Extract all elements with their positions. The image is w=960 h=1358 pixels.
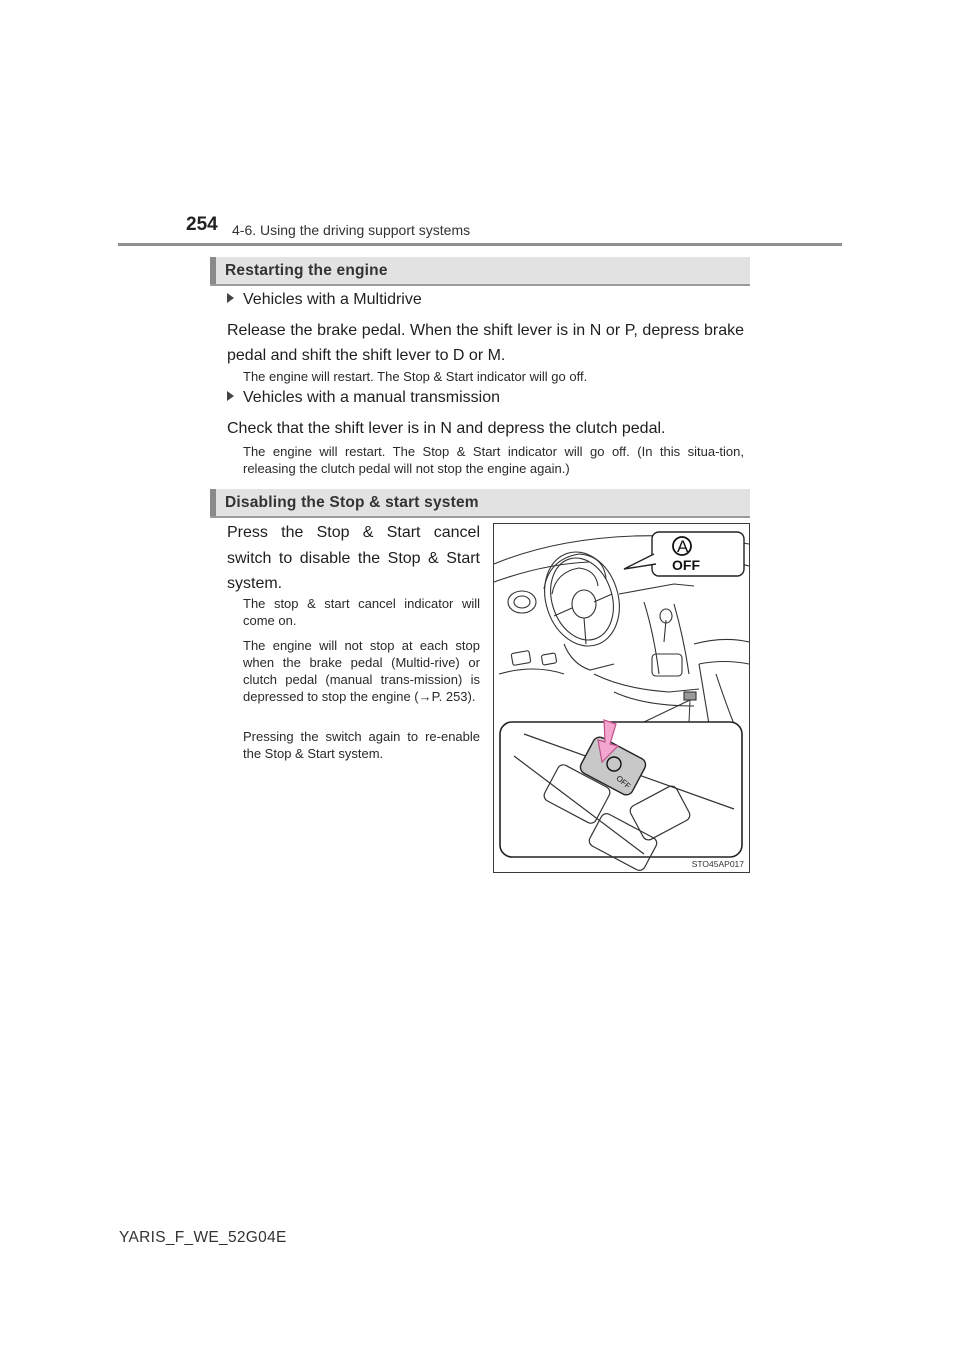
note-indicator: The stop & start cancel indicator will come on. bbox=[243, 596, 480, 628]
section-heading-text: Disabling the Stop & start system bbox=[225, 494, 479, 511]
triangle-bullet-icon bbox=[227, 391, 234, 401]
note-multidrive: The engine will restart. The Stop & Start indicator will go off. bbox=[243, 369, 588, 384]
callout-off-text: OFF bbox=[672, 557, 700, 573]
subhead-manual-label: Vehicles with a manual transmission bbox=[243, 389, 501, 406]
footer-doc-code: YARIS_F_WE_52G04E bbox=[119, 1229, 287, 1246]
triangle-bullet-icon bbox=[227, 293, 234, 303]
section-heading-restarting bbox=[210, 257, 750, 286]
figure-code: STO45AP017 bbox=[691, 859, 744, 869]
callout-letter: A bbox=[677, 537, 689, 556]
subhead-manual bbox=[227, 389, 500, 407]
section-heading-text: Restarting the engine bbox=[225, 262, 388, 279]
off-indicator-callout bbox=[624, 532, 744, 576]
dashboard-illustration bbox=[493, 523, 750, 873]
section-accent bbox=[210, 489, 216, 516]
note-manual: The engine will restart. The Stop & Start indicator will go off. (In this situa-tion, releasing the clutch pedal will not stop the engine again.) bbox=[243, 444, 744, 476]
section-accent bbox=[210, 257, 216, 284]
subhead-multidrive-label: Vehicles with a Multidrive bbox=[243, 291, 422, 308]
section-heading-disabling bbox=[210, 489, 750, 518]
page-number: 254 bbox=[186, 214, 218, 235]
dashboard-drawing bbox=[494, 524, 749, 872]
instruction-multidrive: Release the brake pedal. When the shift lever is in N or P, depress brake pedal and shift the shift lever to D or M. bbox=[227, 322, 744, 364]
header-rule bbox=[118, 243, 842, 246]
subhead-multidrive bbox=[227, 291, 422, 309]
switch-off-text: OFF bbox=[614, 773, 633, 791]
instruction-manual: Check that the shift lever is in N and depress the clutch pedal. bbox=[227, 420, 666, 437]
instruction-disable: Press the Stop & Start cancel switch to disable the Stop & Start system. bbox=[227, 524, 480, 592]
section-title: 4-6. Using the driving support systems bbox=[232, 222, 471, 238]
note-reenable: Pressing the switch again to re-enable the Stop & Start system. bbox=[243, 729, 480, 761]
note-engine: The engine will not stop at each stop when the brake pedal (Multid-rive) or clutch pedal (manual trans-mission) is depressed to stop the engine (→P. 253). bbox=[243, 638, 480, 704]
switch-detail-callout bbox=[500, 720, 742, 872]
